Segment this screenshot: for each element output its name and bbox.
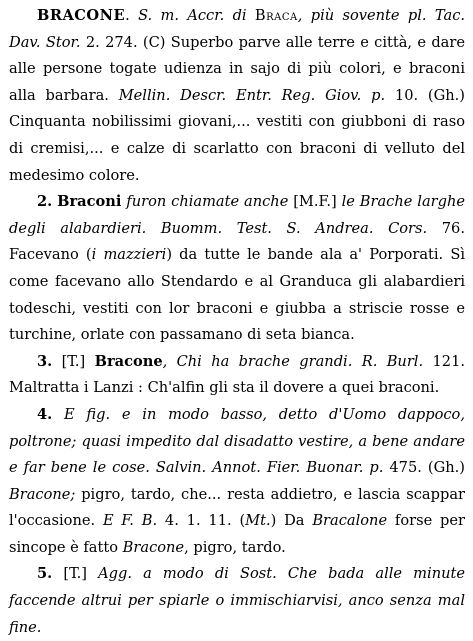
sense-word: Braconi	[57, 193, 122, 211]
sense-definition: furon chiamate anche	[121, 193, 289, 211]
sense-source: E F. B.	[102, 512, 158, 530]
sense-word: Bracone	[122, 538, 185, 556]
sense-2	[9, 189, 465, 349]
sense-number: 5.	[37, 565, 53, 583]
sense-quote: ) Da	[270, 512, 313, 530]
entry-source: , più sovente pl. Tac. Dav. Stor.	[9, 7, 466, 51]
entry-crossref: Braca	[254, 7, 298, 24]
sense-quote: 4. 1. 11. (	[157, 512, 246, 530]
entry-quote: 10. (Gh.) Cinquanta nobilissimi giovani,... vestiti con giubboni di raso di cremisi,... e calze di scarlatto con braconi di velluto del medesimo colore.	[9, 86, 465, 184]
sense-number: 4.	[37, 405, 53, 423]
sense-4	[9, 402, 465, 562]
sense-3	[9, 349, 465, 402]
sense-number: 2.	[37, 193, 53, 211]
sense-quote: forse per sincope è fatto	[9, 512, 465, 556]
sense-definition: Agg. a modo di Sost. Che bada alle minute faccende altrui per spiarle o immischiarvisi, anco senza mal fine.	[9, 565, 465, 636]
sense-quote: 121. Maltratta i Lanzi : Ch'alfin gli sta il dovere a quei braconi.	[9, 352, 465, 397]
sense-word: Bracone	[94, 352, 163, 370]
sense-source: Mt.	[245, 512, 271, 530]
sense-definition: E fig. e in modo basso, detto d'Uomo dappoco, poltrone; quasi impedito dal disadatto vestire, a bene andare e far bene le cose. Salvin. Annot. Fier. Buonar. p.	[9, 405, 465, 477]
sense-quote: 475. (Gh.)	[383, 459, 465, 477]
sense-definition: le Brache larghe degli alabardieri. Buomm. Test. S. Andrea. Cors.	[9, 193, 465, 237]
sense-tag: [T.]	[52, 352, 95, 370]
entry-source: Mellin. Descr. Entr. Reg. Giov. p.	[118, 86, 386, 104]
sense-word: Bracalone	[312, 512, 388, 530]
entry-bracone	[9, 3, 465, 189]
sense-word: Bracone;	[9, 485, 76, 503]
sense-5	[9, 561, 465, 641]
sense-definition: , Chi ha brache grandi. R. Burl.	[162, 352, 424, 370]
sense-quote: ) da tutte le bande ala a' Porporati. Sì come facevano allo Stendardo e al Granduca gli alabardieri todeschi, vestiti con lor braconi e giubba a striscie rosse e turchine, orlate con passamano di seta bianca.	[9, 246, 466, 344]
sense-tag: [T.]	[52, 565, 99, 583]
entry-text: .	[125, 7, 139, 24]
sense-quote: pigro, tardo, che... resta addietro, e lascia scappar l'occasione.	[9, 485, 465, 530]
sense-tag: [M.F.]	[288, 193, 342, 211]
sense-quote: 76. Facevano (	[9, 219, 465, 264]
headword: BRACONE	[37, 7, 126, 24]
sense-gloss: i mazzieri	[91, 246, 167, 264]
sense-number: 3.	[37, 352, 53, 370]
sense-quote: , pigro, tardo.	[184, 538, 286, 556]
entry-quote: 2. 274. (C) Superbo parve alle terre e città, e dare alle persone togate udienza in sajo di più colori, e braconi alla barbara.	[9, 33, 465, 104]
entry-grammar: S. m. Accr. di	[138, 7, 255, 24]
